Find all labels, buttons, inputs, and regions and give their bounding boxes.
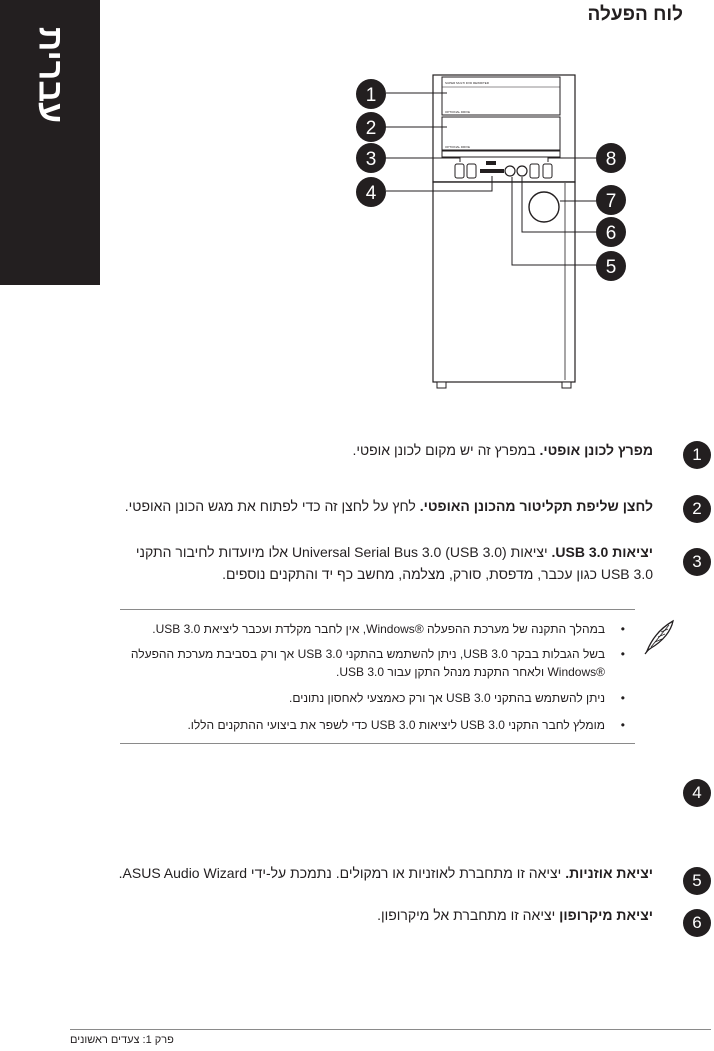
callout-4: [356, 177, 386, 207]
callout-8: [596, 143, 626, 173]
svg-text:2: 2: [365, 118, 377, 139]
pen-icon: [641, 617, 679, 657]
svg-text:8: 8: [605, 149, 617, 170]
callout-6: [596, 217, 626, 247]
item-badge-6: 6: [683, 909, 711, 937]
item-title-5: יציאת אוזניות.: [565, 865, 653, 881]
item-text-3: [113, 541, 653, 585]
item-body-1: במפרץ זה יש מקום לכונן אופטי.: [352, 442, 540, 458]
item-body-5: יציאה זו מתחברת לאוזניות או רמקולים. נתמכת על-ידי ASUS Audio Wizard.: [118, 865, 566, 881]
headphone-jack: [505, 166, 515, 176]
usb-port-3: [530, 164, 539, 178]
item-body-2: לחץ על לחצן זה כדי לפתוח את מגש הכונן האופטי.: [124, 498, 420, 514]
optional-drive-bay-2: [442, 151, 560, 157]
card-reader-slot: [480, 169, 504, 173]
svg-text:5: 5: [605, 257, 617, 278]
item-text-2: [113, 495, 653, 517]
tower-foot-left: [437, 382, 446, 388]
tower-foot-right: [562, 382, 571, 388]
usb-port-4: [543, 164, 552, 178]
note-item: • מומלץ לחבר התקני USB 3.0 ליציאות USB 3.0 כדי לשפר את ביצועי ההתקנים הללו.: [187, 718, 625, 732]
note-item: • בשל הגבלות בבקר USB 3.0, ניתן להשתמש בהתקני USB 3.0 אך ורק בסביבת מערכת ההפעלה ®Windows ולאחר התקנת מנהל התקן עבור USB 3.0.: [130, 647, 625, 679]
bay-top-label: SUPER MULTI DVD REWRITER: [445, 81, 489, 85]
microphone-jack: [517, 166, 527, 176]
svg-text:7: 7: [605, 191, 617, 212]
item-badge-2: 2: [683, 495, 711, 523]
front-panel-diagram: [0, 0, 714, 420]
notes-box: [120, 609, 635, 744]
item-text-5: [113, 862, 653, 884]
svg-text:4: 4: [365, 183, 377, 204]
item-title-3: יציאות USB 3.0.: [551, 544, 653, 560]
note-item: • ניתן להשתמש בהתקני USB 3.0 אך ורק כאמצעי לאחסון נתונים.: [289, 691, 625, 705]
item-body-6: יציאה זו מתחברת אל מיקרופון.: [377, 907, 560, 923]
item-badge-5: 5: [683, 867, 711, 895]
item-badge-1: 1: [683, 441, 711, 469]
bay-2-label: OPTIONAL DRIVE: [445, 145, 471, 149]
item-title-2: לחצן שליפת תקליטור מהכונן האופטי.: [419, 498, 653, 514]
callout-1: [356, 79, 386, 109]
item-title-1: מפרץ לכונן אופטי.: [539, 442, 653, 458]
svg-text:3: 3: [365, 149, 377, 170]
item-title-6: יציאת מיקרופון: [559, 907, 653, 923]
item-badge-3: 3: [683, 548, 711, 576]
svg-text:1: 1: [365, 85, 377, 106]
item-text-6: [113, 904, 653, 926]
svg-text:6: 6: [605, 223, 617, 244]
usb-port-1: [455, 164, 464, 178]
callout-7: [596, 185, 626, 215]
item-text-1: [113, 439, 653, 461]
page-title: לוח הפעלה: [587, 4, 683, 25]
callout-5: [596, 251, 626, 281]
callout-3: [356, 143, 386, 173]
language-tab-label: עברית: [31, 26, 70, 124]
item-badge-4: 4: [683, 779, 711, 807]
footer-chapter: פרק 1: צעדים ראשונים: [70, 1034, 174, 1046]
note-item: • במהלך התקנה של מערכת ההפעלה ®Windows, אין לחבר מקלדת ועכבר ליציאת USB 3.0.: [152, 622, 625, 636]
power-button: [529, 192, 559, 222]
footer-rule: [70, 1029, 711, 1030]
item-body-3: יציאות (USB 3.0) Universal Serial Bus 3.0 אלו מיועדות לחיבור התקני USB 3.0 כגון עכבר, מדפסת, סורק, מצלמה, מחשב כף יד והתקנים נוספים.: [135, 544, 653, 582]
usb-port-2: [467, 164, 476, 178]
bay-1-label: OPTIONAL DRIVE: [445, 110, 471, 114]
callout-2: [356, 112, 386, 142]
